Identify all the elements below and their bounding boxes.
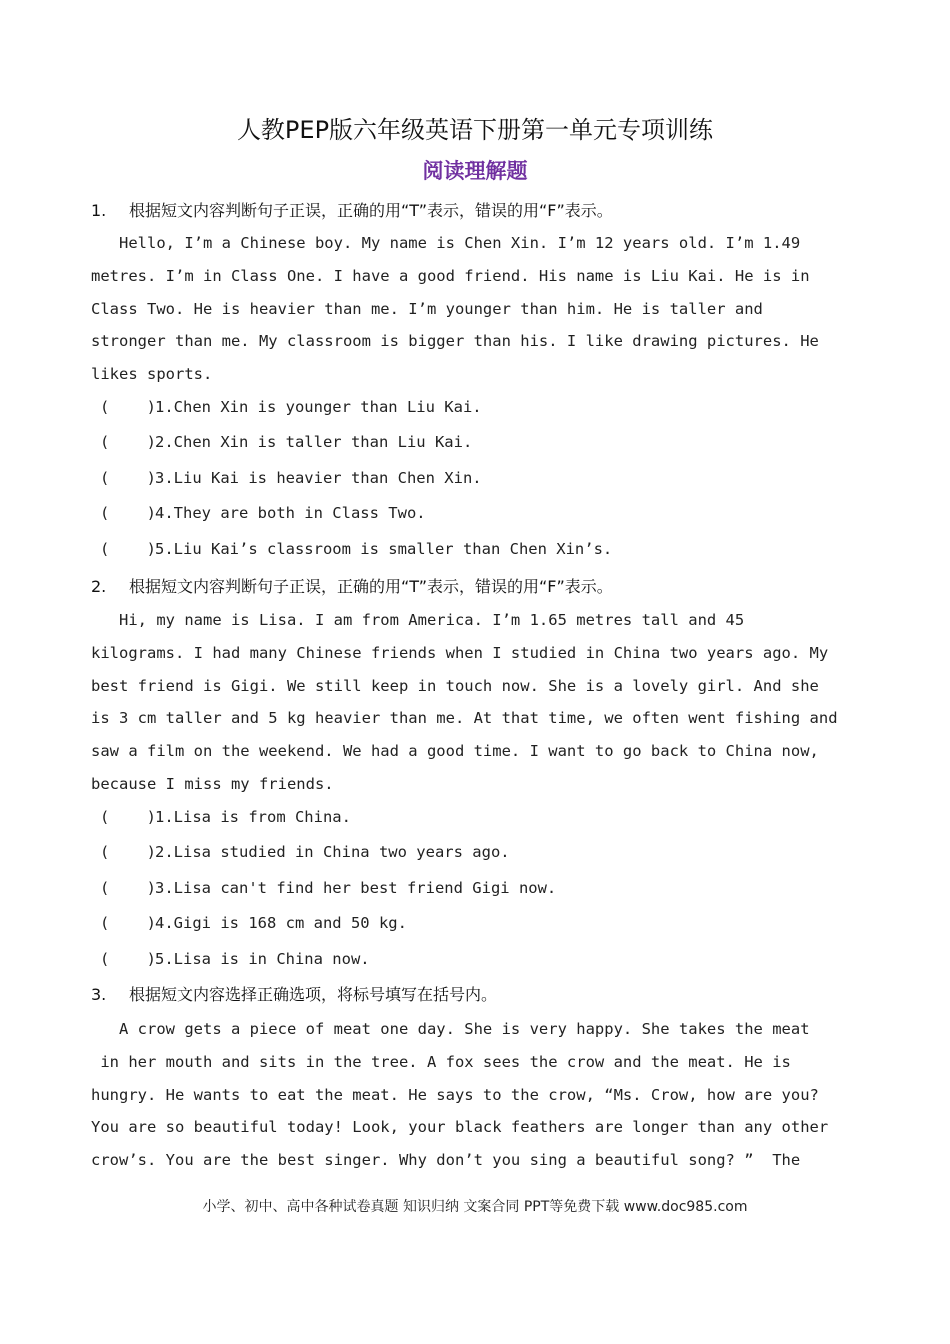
question-number: 1. bbox=[91, 201, 107, 220]
passage-line: best friend is Gigi. We still keep in touch now. She is a lovely girl. And she bbox=[91, 676, 819, 695]
question-item bbox=[100, 532, 612, 567]
passage-line: A crow gets a piece of meat one day. She is very happy. She takes the meat bbox=[91, 1020, 810, 1038]
answer-blank[interactable]: ( ) bbox=[100, 878, 156, 897]
question-instruction: 根据短文内容判断句子正误，正确的用“T”表示，错误的用“F”表示。 bbox=[129, 577, 613, 596]
question-1-heading bbox=[91, 198, 613, 221]
question-number: 3. bbox=[91, 985, 107, 1004]
question-item bbox=[100, 425, 612, 460]
passage-line: Hello, I’m a Chinese boy. My name is Chen Xin. I’m 12 years old. I’m 1.49 bbox=[91, 234, 801, 252]
passage-line: saw a film on the weekend. We had a good time. I want to go back to China now, bbox=[91, 742, 819, 761]
answer-blank[interactable]: ( ) bbox=[100, 949, 156, 968]
document-subtitle: 阅读理解题 bbox=[422, 159, 528, 183]
answer-blank[interactable]: ( ) bbox=[100, 433, 156, 452]
passage-line: You are so beautiful today! Look, your black feathers are longer than any other bbox=[91, 1118, 829, 1137]
answer-blank[interactable]: ( ) bbox=[100, 843, 156, 862]
question-item bbox=[100, 906, 556, 941]
question-2-items bbox=[100, 800, 556, 977]
page-footer: 小学、初中、高中各种试卷真题 知识归纳 文案合同 PPT等免费下载 www.doc985.com bbox=[202, 1199, 748, 1215]
question-item bbox=[100, 835, 556, 870]
passage-line: stronger than me. My classroom is bigger than his. I like drawing pictures. He bbox=[91, 332, 819, 351]
item-text: 2.Lisa studied in China two years ago. bbox=[155, 843, 510, 862]
answer-blank[interactable]: ( ) bbox=[100, 398, 156, 416]
item-text: 4.They are both in Class Two. bbox=[155, 504, 426, 523]
question-instruction: 根据短文内容判断句子正误，正确的用“T”表示，错误的用“F”表示。 bbox=[129, 201, 613, 220]
passage-line: Hi, my name is Lisa. I am from America. I’m 1.65 metres tall and 45 bbox=[91, 611, 745, 629]
item-text: 1.Lisa is from China. bbox=[155, 808, 351, 826]
question-item bbox=[100, 800, 556, 835]
answer-blank[interactable]: ( ) bbox=[100, 539, 156, 558]
passage-line: because I miss my friends. bbox=[91, 774, 334, 793]
question-3-heading bbox=[91, 982, 497, 1005]
passage-line: Class Two. He is heavier than me. I’m younger than him. He is taller and bbox=[91, 299, 763, 318]
item-text: 5.Liu Kai’s classroom is smaller than Chen Xin’s. bbox=[155, 539, 613, 558]
question-item bbox=[100, 461, 612, 496]
question-item bbox=[100, 496, 612, 531]
passage-line: is 3 cm taller and 5 kg heavier than me. At that time, we often went fishing and bbox=[91, 709, 838, 728]
question-item bbox=[100, 942, 556, 977]
passage-line: kilograms. I had many Chinese friends when I studied in China two years ago. My bbox=[91, 643, 829, 662]
item-text: 1.Chen Xin is younger than Liu Kai. bbox=[155, 398, 482, 416]
passage-line: crow’s. You are the best singer. Why don’t you sing a beautiful song? ” The bbox=[91, 1151, 801, 1170]
answer-blank[interactable]: ( ) bbox=[100, 504, 156, 523]
passage-line: metres. I’m in Class One. I have a good friend. His name is Liu Kai. He is in bbox=[91, 266, 810, 285]
question-3-passage bbox=[91, 1013, 861, 1177]
passage-line: likes sports. bbox=[91, 365, 213, 384]
passage-line: in her mouth and sits in the tree. A fox sees the crow and the meat. He is bbox=[91, 1052, 791, 1071]
item-text: 2.Chen Xin is taller than Liu Kai. bbox=[155, 433, 473, 452]
item-text: 3.Liu Kai is heavier than Chen Xin. bbox=[155, 468, 482, 487]
document-title: 人教PEP版六年级英语下册第一单元专项训练 bbox=[236, 116, 714, 144]
item-text: 4.Gigi is 168 cm and 50 kg. bbox=[155, 914, 407, 933]
question-1-passage bbox=[91, 227, 861, 391]
question-2-heading bbox=[91, 574, 613, 597]
question-1-items bbox=[100, 390, 612, 567]
passage-line: hungry. He wants to eat the meat. He says to the crow, “Ms. Crow, how are you? bbox=[91, 1085, 819, 1104]
answer-blank[interactable]: ( ) bbox=[100, 468, 156, 487]
item-text: 5.Lisa is in China now. bbox=[155, 949, 370, 968]
item-text: 3.Lisa can't find her best friend Gigi now. bbox=[155, 878, 557, 897]
question-item bbox=[100, 871, 556, 906]
answer-blank[interactable]: ( ) bbox=[100, 808, 156, 826]
question-item bbox=[100, 390, 612, 425]
question-instruction: 根据短文内容选择正确选项，将标号填写在括号内。 bbox=[129, 985, 498, 1004]
question-2-passage bbox=[91, 604, 861, 801]
question-number: 2. bbox=[91, 577, 107, 596]
answer-blank[interactable]: ( ) bbox=[100, 914, 156, 933]
